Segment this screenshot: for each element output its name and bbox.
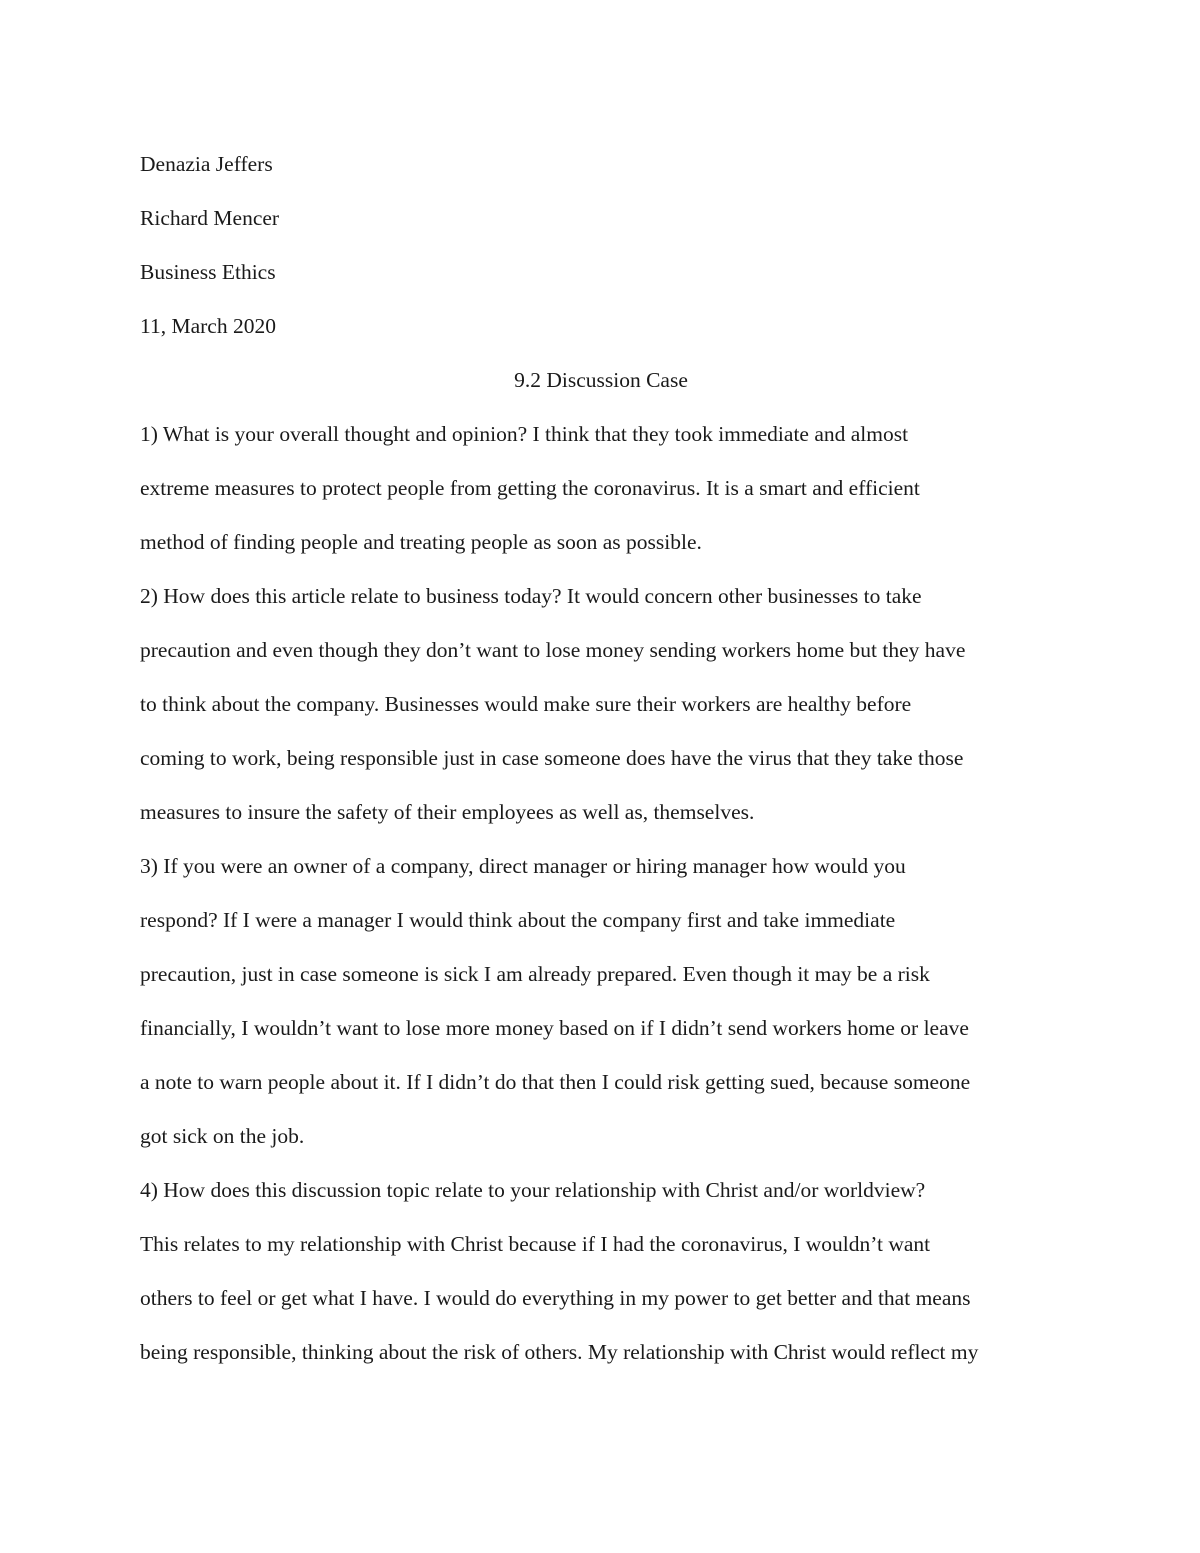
- body-line: 2) How does this article relate to business today? It would concern other businesses to take: [140, 584, 922, 608]
- body-line: measures to insure the safety of their employees as well as, themselves.: [140, 800, 755, 824]
- body-line: financially, I wouldn’t want to lose more money based on if I didn’t send workers home or leave: [140, 1016, 969, 1040]
- body-line: method of finding people and treating people as soon as possible.: [140, 530, 702, 554]
- document-body: [140, 137, 1062, 1379]
- body-line: precaution, just in case someone is sick I am already prepared. Even though it may be a risk: [140, 962, 930, 986]
- body-line: 1) What is your overall thought and opinion? I think that they took immediate and almost: [140, 422, 909, 446]
- body-line: 3) If you were an owner of a company, direct manager or hiring manager how would you: [140, 854, 906, 878]
- student-name: Denazia Jeffers: [140, 152, 273, 176]
- body-line: being responsible, thinking about the risk of others. My relationship with Christ would reflect my: [140, 1340, 979, 1364]
- document-date: 11, March 2020: [140, 314, 276, 338]
- document-title: 9.2 Discussion Case: [514, 368, 688, 392]
- body-line: got sick on the job.: [140, 1124, 305, 1148]
- body-line: 4) How does this discussion topic relate to your relationship with Christ and/or worldview?: [140, 1178, 926, 1202]
- body-line: to think about the company. Businesses would make sure their workers are healthy before: [140, 692, 912, 716]
- instructor-name: Richard Mencer: [140, 206, 280, 230]
- body-line: extreme measures to protect people from getting the coronavirus. It is a smart and efficient: [140, 476, 920, 500]
- course-name: Business Ethics: [140, 260, 276, 284]
- body-line: respond? If I were a manager I would think about the company first and take immediate: [140, 908, 896, 932]
- body-line: a note to warn people about it. If I didn’t do that then I could risk getting sued, because someone: [140, 1070, 971, 1094]
- body-line: coming to work, being responsible just in case someone does have the virus that they take those: [140, 746, 964, 770]
- body-line: others to feel or get what I have. I would do everything in my power to get better and that means: [140, 1286, 971, 1310]
- body-line: This relates to my relationship with Christ because if I had the coronavirus, I wouldn’t want: [140, 1232, 931, 1256]
- body-line: precaution and even though they don’t want to lose money sending workers home but they have: [140, 638, 966, 662]
